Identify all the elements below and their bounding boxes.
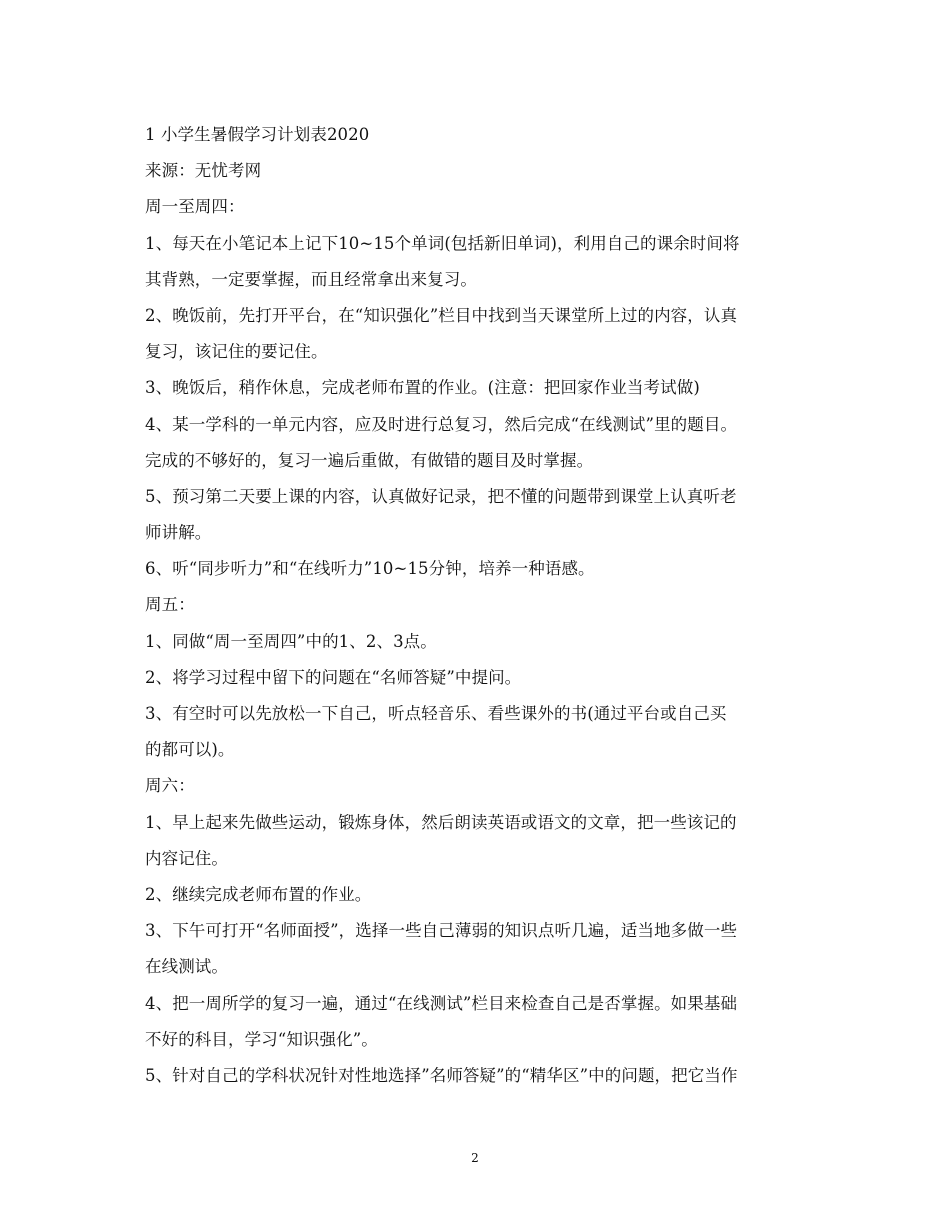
document-title: 1 小学生暑假学习计划表2020	[145, 125, 370, 144]
text-line: 6、听“同步听力”和“在线听力”10~15分钟，培养一种语感。	[145, 559, 595, 579]
text-line: 4、某一学科的一单元内容，应及时进行总复习，然后完成“在线测试”里的题目。	[145, 414, 738, 434]
text-line: 3、有空时可以先放松一下自己，听点轻音乐、看些课外的书(通过平台或自己买	[145, 704, 727, 723]
text-line: 3、下午可打开“名师面授”，选择一些自己薄弱的知识点听几遍，适当地多做一些	[145, 921, 738, 941]
text-line: 复习，该记住的要记住。	[145, 342, 328, 362]
text-line: 其背熟，一定要掌握，而且经常拿出来复习。	[145, 269, 477, 289]
text-line: 1、早上起来先做些运动，锻炼身体，然后朗读英语或语文的文章，把一些该记的	[145, 812, 737, 832]
text-line: 2、继续完成老师布置的作业。	[145, 884, 372, 904]
text-line: 的都可以)。	[145, 740, 235, 760]
section-heading-mon-thu: 周一至周四：	[145, 197, 245, 217]
text-line: 4、把一周所学的复习一遍，通过“在线测试”栏目来检查自己是否掌握。如果基础	[145, 993, 738, 1013]
document-body	[145, 117, 810, 1094]
text-line: 1、同做“周一至周四”中的1、2、3点。	[145, 631, 437, 651]
text-line: 不好的科目，学习“知识强化”。	[145, 1029, 378, 1049]
text-line: 在线测试。	[145, 957, 228, 977]
text-line: 1、每天在小笔记本上记下10~15个单词(包括新旧单词)，利用自己的课余时间将	[145, 233, 740, 253]
text-line: 3、晚饭后，稍作休息，完成老师布置的作业。(注意：把回家作业当考试做)	[145, 378, 700, 398]
text-line: 内容记住。	[145, 848, 228, 868]
page-number: 2	[471, 1151, 479, 1165]
text-line: 5、针对自己的学科状况针对性地选择”名师答疑”的“精华区”中的问题，把它当作	[145, 1065, 738, 1085]
source-line: 来源：无忧考网	[145, 161, 262, 181]
text-line: 师讲解。	[145, 523, 212, 543]
section-heading-sat: 周六：	[145, 776, 195, 796]
section-heading-fri: 周五：	[145, 595, 195, 615]
text-line: 2、晚饭前，先打开平台，在“知识强化”栏目中找到当天课堂所上过的内容，认真	[145, 305, 738, 325]
text-line: 5、预习第二天要上课的内容，认真做好记录，把不懂的问题带到课堂上认真听老	[145, 486, 737, 506]
text-line: 2、将学习过程中留下的问题在“名师答疑”中提问。	[145, 667, 522, 687]
text-line: 完成的不够好的，复习一遍后重做，有做错的题目及时掌握。	[145, 450, 594, 470]
